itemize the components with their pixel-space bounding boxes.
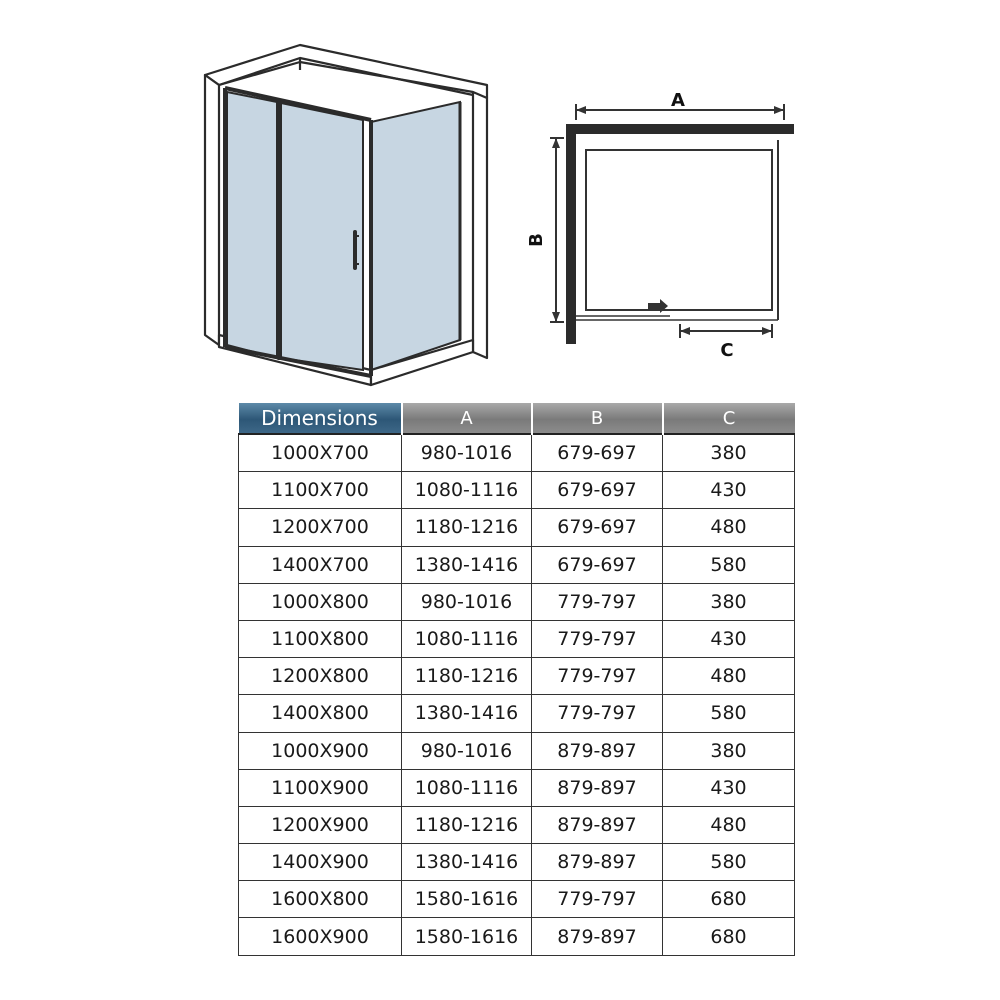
cell-a: 1380-1416 — [402, 546, 532, 583]
cell-dimensions: 1200X800 — [239, 658, 402, 695]
plan-inner-outline — [586, 150, 772, 310]
cell-b: 879-897 — [532, 732, 663, 769]
cell-c: 380 — [663, 583, 795, 620]
cell-dimensions: 1000X700 — [239, 434, 402, 472]
cell-c: 680 — [663, 918, 795, 955]
cell-dimensions: 1100X800 — [239, 620, 402, 657]
side-glass-panel — [371, 102, 460, 370]
cell-c: 580 — [663, 695, 795, 732]
cell-dimensions: 1100X700 — [239, 472, 402, 509]
cell-c: 480 — [663, 806, 795, 843]
cell-dimensions: 1600X800 — [239, 881, 402, 918]
cell-b: 779-797 — [532, 695, 663, 732]
header-a: A — [402, 403, 532, 434]
cell-dimensions: 1000X900 — [239, 732, 402, 769]
cell-c: 480 — [663, 509, 795, 546]
cell-a: 1380-1416 — [402, 695, 532, 732]
dimension-c-line — [680, 324, 772, 338]
table-row — [239, 844, 795, 881]
table-row — [239, 658, 795, 695]
fixed-glass-panel — [227, 92, 277, 358]
dimensions-table — [238, 403, 795, 956]
table-row — [239, 881, 795, 918]
table-row — [239, 695, 795, 732]
table-row — [239, 732, 795, 769]
header-dimensions: Dimensions — [239, 403, 402, 434]
cell-c: 430 — [663, 472, 795, 509]
cell-c: 680 — [663, 881, 795, 918]
plan-back-wall — [566, 124, 794, 134]
cell-b: 879-897 — [532, 918, 663, 955]
cell-a: 1080-1116 — [402, 472, 532, 509]
cell-b: 679-697 — [532, 434, 663, 472]
cell-a: 1380-1416 — [402, 844, 532, 881]
back-wall-top — [205, 45, 487, 98]
cell-b: 679-697 — [532, 472, 663, 509]
cell-c: 380 — [663, 732, 795, 769]
cell-dimensions: 1200X700 — [239, 509, 402, 546]
table-row — [239, 769, 795, 806]
cell-a: 1580-1616 — [402, 918, 532, 955]
header-c: C — [663, 403, 795, 434]
dimension-b-label: B — [526, 233, 547, 247]
cell-dimensions: 1400X900 — [239, 844, 402, 881]
table-body — [239, 434, 795, 955]
cell-a: 1180-1216 — [402, 806, 532, 843]
table-row — [239, 546, 795, 583]
table-row — [239, 620, 795, 657]
table-row — [239, 434, 795, 472]
cell-c: 380 — [663, 434, 795, 472]
cell-dimensions: 1400X700 — [239, 546, 402, 583]
cell-a: 1180-1216 — [402, 658, 532, 695]
cell-a: 980-1016 — [402, 732, 532, 769]
cell-dimensions: 1000X800 — [239, 583, 402, 620]
cell-b: 879-897 — [532, 844, 663, 881]
cell-b: 779-797 — [532, 620, 663, 657]
cell-b: 879-897 — [532, 806, 663, 843]
cell-b: 679-697 — [532, 546, 663, 583]
cell-dimensions: 1400X800 — [239, 695, 402, 732]
cell-c: 580 — [663, 546, 795, 583]
table-row — [239, 918, 795, 955]
right-wall — [473, 92, 487, 358]
cell-b: 779-797 — [532, 881, 663, 918]
cell-a: 1080-1116 — [402, 620, 532, 657]
plan-view-diagram — [520, 80, 810, 370]
cell-a: 980-1016 — [402, 583, 532, 620]
dimension-a-label: A — [671, 90, 685, 111]
dimension-c-label: C — [720, 340, 734, 361]
cell-b: 779-797 — [532, 583, 663, 620]
table-row — [239, 509, 795, 546]
cell-dimensions: 1600X900 — [239, 918, 402, 955]
left-wall — [205, 75, 219, 345]
cell-b: 679-697 — [532, 509, 663, 546]
cell-a: 1180-1216 — [402, 509, 532, 546]
cell-a: 1580-1616 — [402, 881, 532, 918]
cell-b: 879-897 — [532, 769, 663, 806]
cell-c: 430 — [663, 769, 795, 806]
table-header-row — [239, 403, 795, 434]
cell-c: 430 — [663, 620, 795, 657]
cell-c: 580 — [663, 844, 795, 881]
sliding-glass-door — [281, 103, 363, 370]
cell-a: 1080-1116 — [402, 769, 532, 806]
cell-a: 980-1016 — [402, 434, 532, 472]
table-row — [239, 583, 795, 620]
dimension-b-line — [550, 138, 564, 322]
cell-b: 779-797 — [532, 658, 663, 695]
table-row — [239, 472, 795, 509]
header-b: B — [532, 403, 663, 434]
plan-left-wall — [566, 124, 576, 344]
cell-dimensions: 1100X900 — [239, 769, 402, 806]
cell-c: 480 — [663, 658, 795, 695]
cell-dimensions: 1200X900 — [239, 806, 402, 843]
shower-enclosure-illustration — [195, 40, 495, 395]
table-row — [239, 806, 795, 843]
